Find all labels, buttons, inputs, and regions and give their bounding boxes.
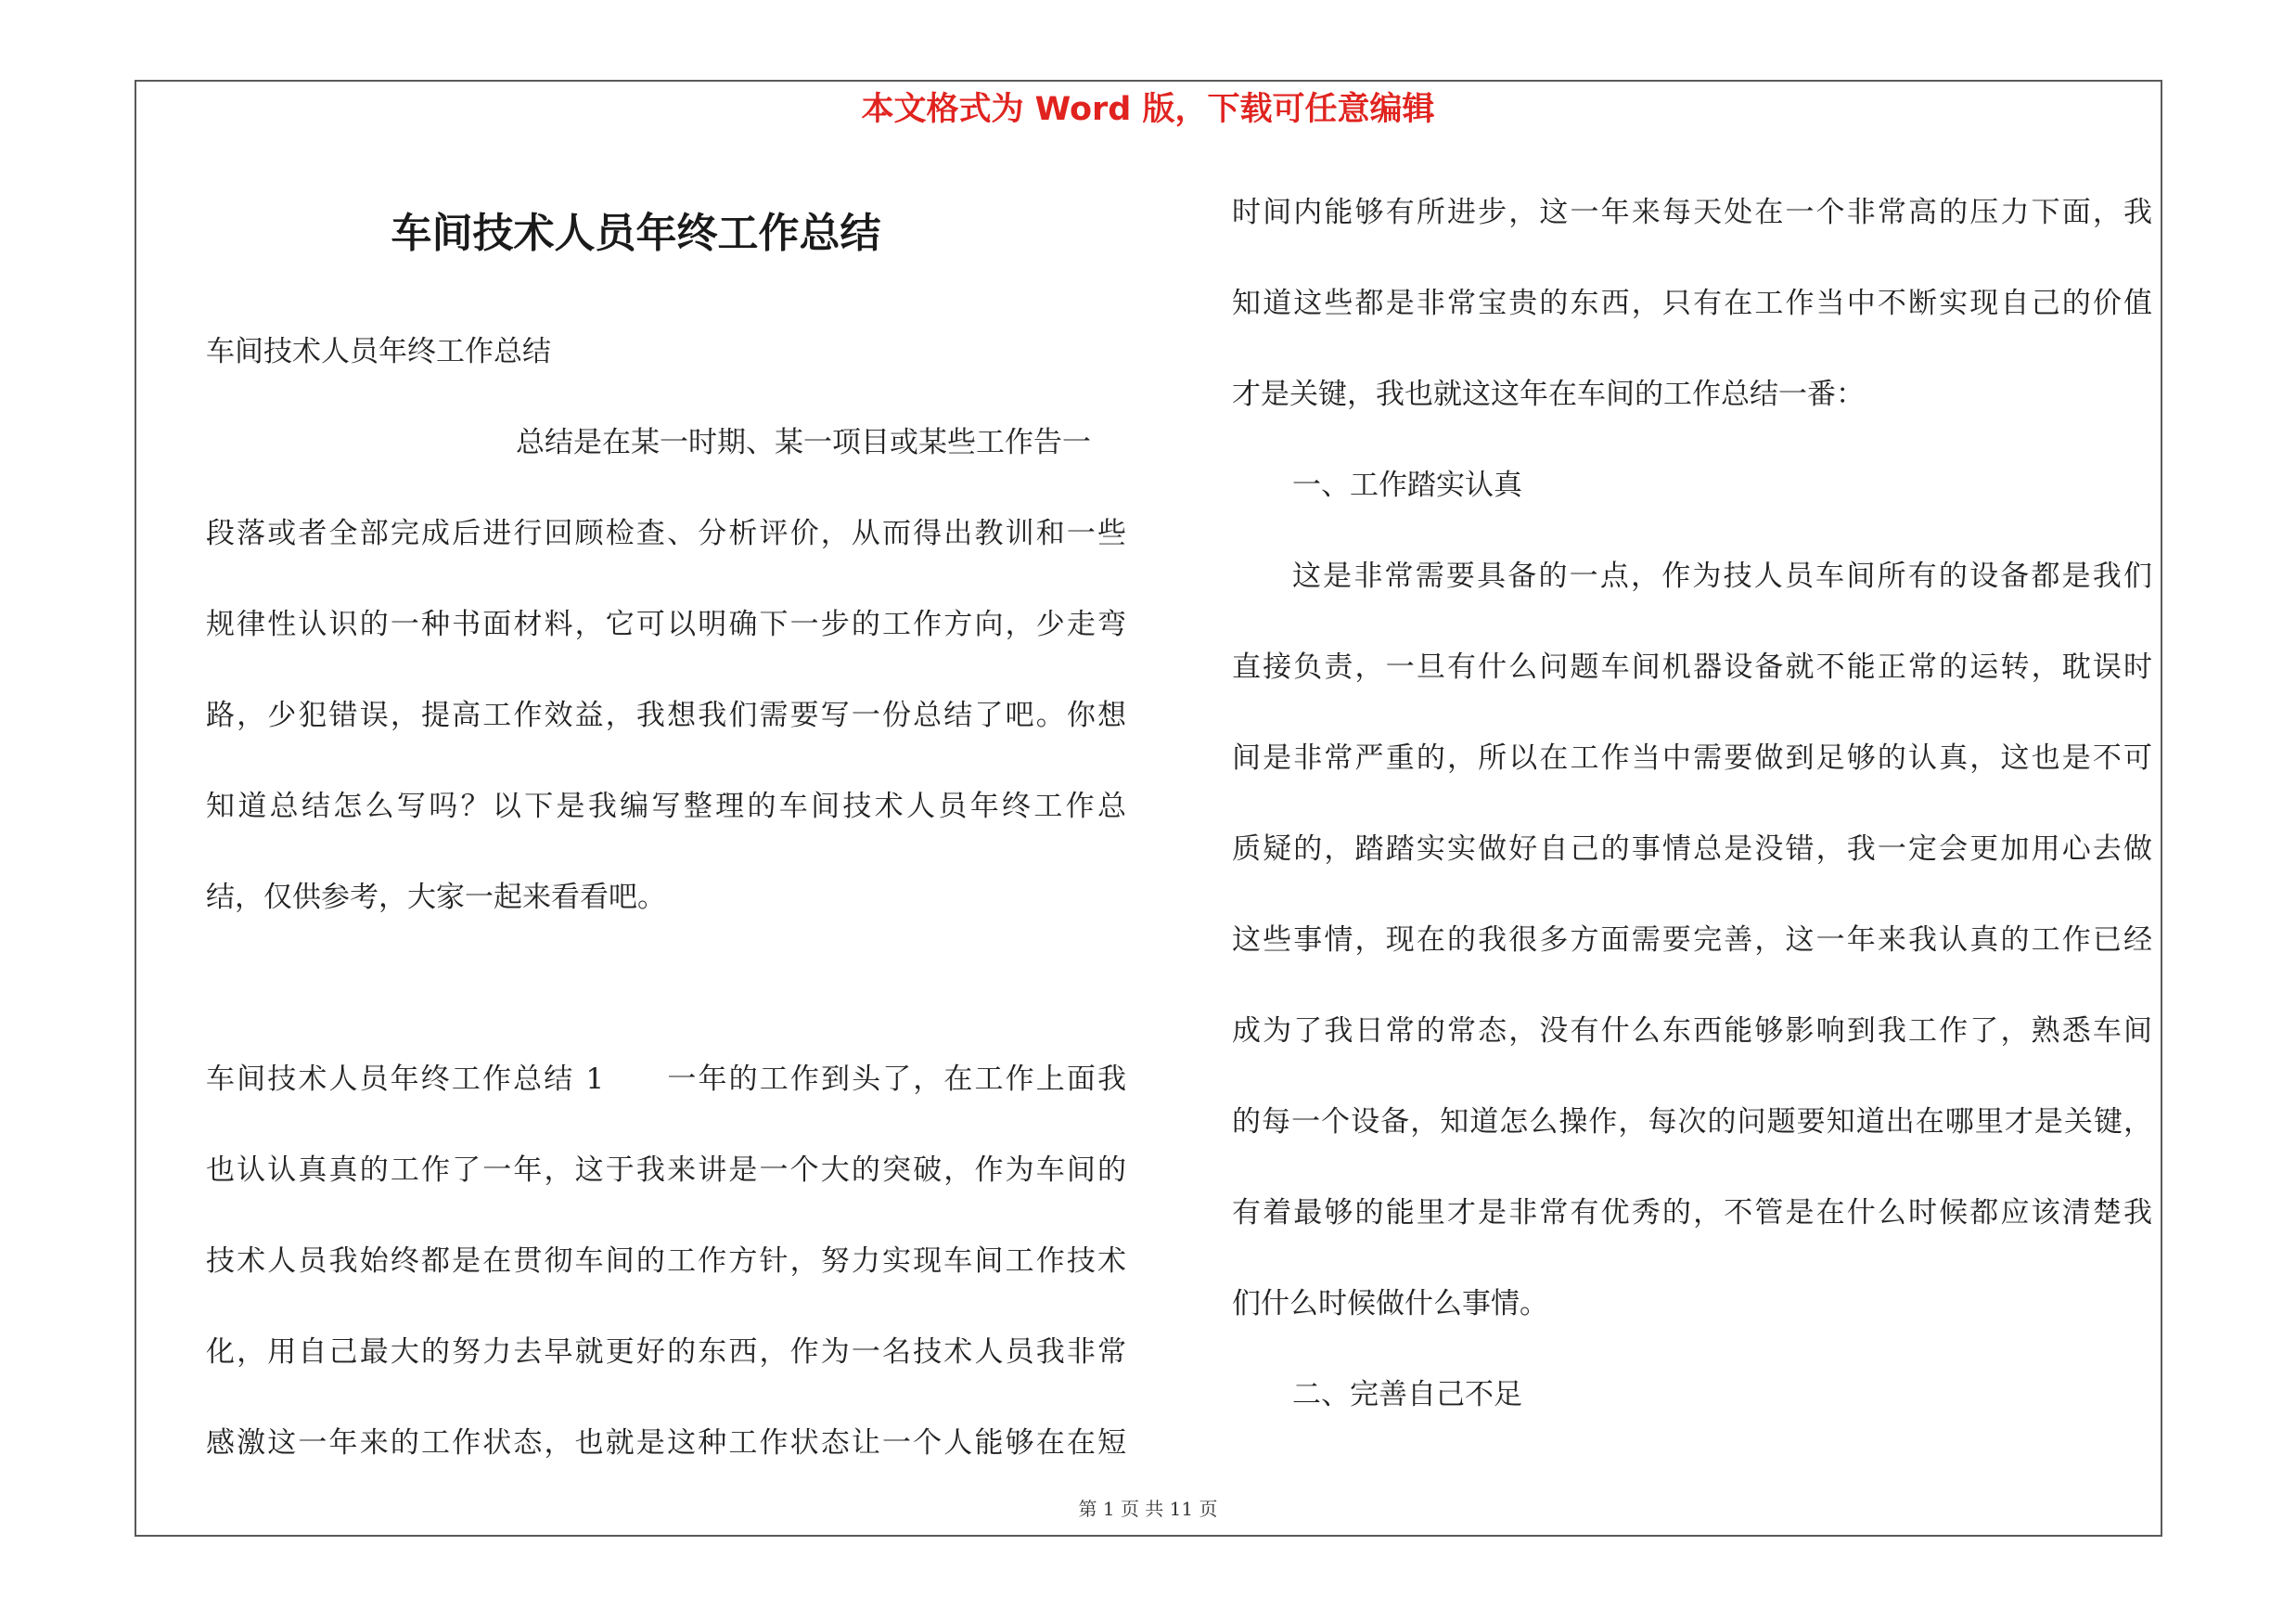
- right-line-paragraph-start: 这是非常需要具备的一点，作为技人员车间所有的设备都是我们: [1292, 560, 2152, 593]
- right-line: 间是非常严重的，所以在工作当中需要做到足够的认真，这也是不可: [1232, 741, 2152, 775]
- left-line-subtitle: 车间技术人员年终工作总结: [206, 335, 551, 368]
- left-line: 路，少犯错误，提高工作效益，我想我们需要写一份总结了吧。你想: [206, 699, 1126, 732]
- left-line: 段落或者全部完成后进行回顾检查、分析评价，从而得出教训和一些: [206, 517, 1126, 550]
- right-line: 质疑的，踏踏实实做好自己的事情总是没错，我一定会更加用心去做: [1232, 832, 2152, 866]
- right-line-heading-2: 二、完善自己不足: [1292, 1378, 1522, 1411]
- left-line: 结，仅供参考，大家一起来看看吧。: [206, 881, 666, 914]
- right-line: 直接负责，一旦有什么问题车间机器设备就不能正常的运转，耽误时: [1232, 650, 2152, 684]
- right-line: 这些事情，现在的我很多方面需要完善，这一年来我认真的工作已经: [1232, 923, 2152, 957]
- document-title: 车间技术人员年终工作总结: [391, 210, 881, 257]
- word-format-banner: 本文格式为 Word 版，下载可任意编辑: [861, 91, 1435, 128]
- right-line: 成为了我日常的常态，没有什么东西能够影响到我工作了，熟悉车间: [1232, 1014, 2152, 1048]
- right-line: 才是关键，我也就这这年在车间的工作总结一番：: [1232, 378, 1865, 411]
- right-line: 时间内能够有所进步，这一年来每天处在一个非常高的压力下面，我: [1232, 196, 2152, 229]
- left-line: 技术人员我始终都是在贯彻车间的工作方针，努力实现车间工作技术: [206, 1244, 1126, 1278]
- right-line-heading-1: 一、工作踏实认真: [1292, 469, 1522, 502]
- left-line: 化，用自己最大的努力去早就更好的东西，作为一名技术人员我非常: [206, 1335, 1126, 1369]
- page-number-footer: 第 1 页 共 11 页: [1078, 1498, 1218, 1520]
- left-line-intro-indent: 总结是在某一时期、某一项目或某些工作告一: [516, 426, 1091, 459]
- left-line: 知道总结怎么写吗？以下是我编写整理的车间技术人员年终工作总: [206, 790, 1126, 823]
- left-line: 感激这一年来的工作状态，也就是这种工作状态让一个人能够在在短: [206, 1426, 1126, 1460]
- right-line: 们什么时候做什么事情。: [1232, 1287, 1548, 1320]
- right-line: 的每一个设备，知道怎么操作，每次的问题要知道出在哪里才是关键，: [1232, 1105, 2152, 1139]
- right-line: 有着最够的能里才是非常有优秀的，不管是在什么时候都应该清楚我: [1232, 1196, 2152, 1230]
- right-line: 知道这些都是非常宝贵的东西，只有在工作当中不断实现自己的价值: [1232, 287, 2152, 320]
- left-line: 也认认真真的工作了一年，这于我来讲是一个大的突破，作为车间的: [206, 1153, 1126, 1187]
- left-line-section-1-heading: 车间技术人员年终工作总结 1 一年的工作到头了，在工作上面我: [206, 1063, 1126, 1096]
- left-line: 规律性认识的一种书面材料，它可以明确下一步的工作方向，少走弯: [206, 608, 1126, 641]
